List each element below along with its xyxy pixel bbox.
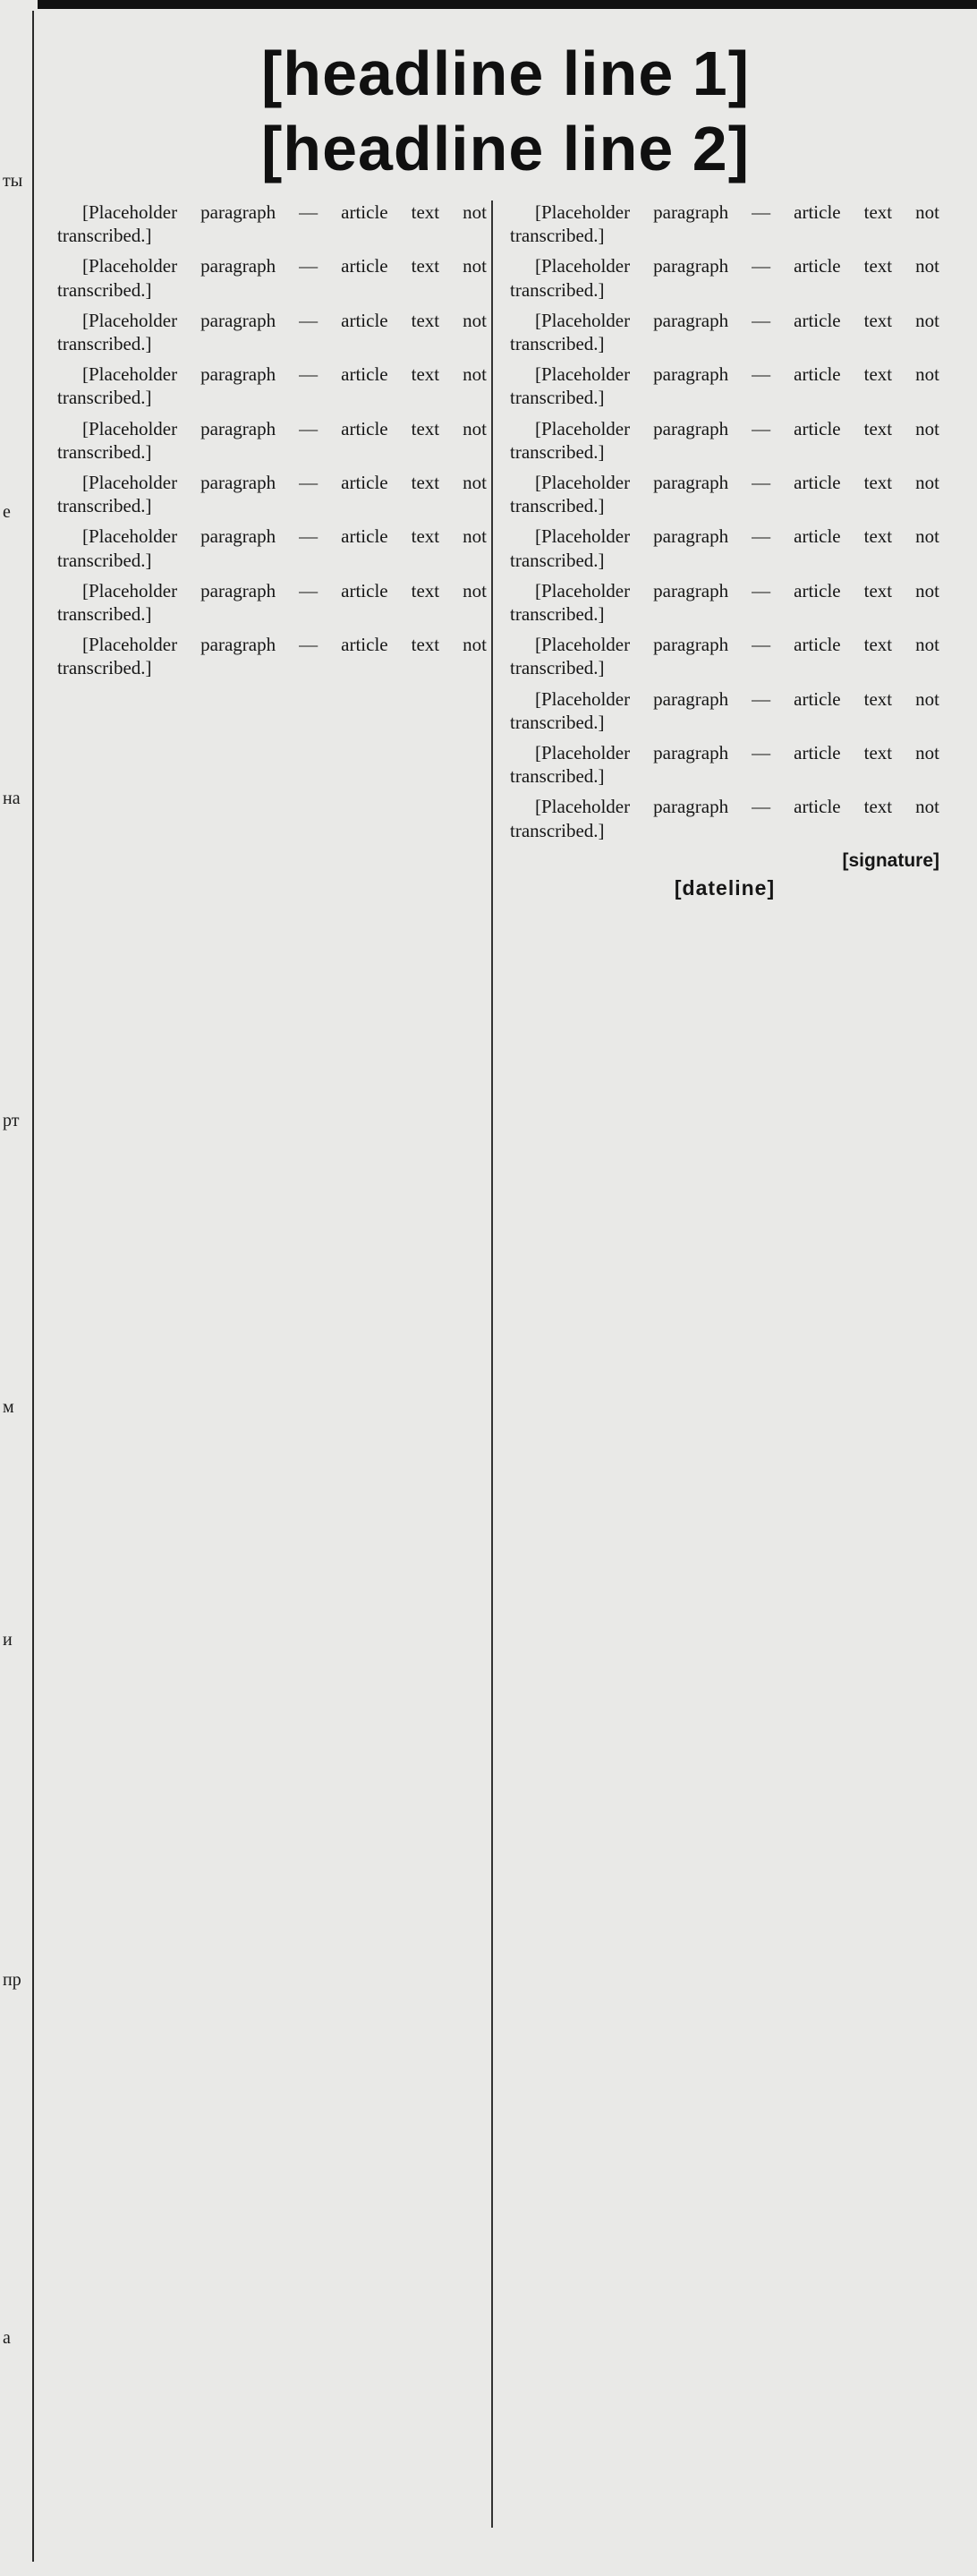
dateline-front: [dateline] <box>674 876 776 900</box>
headline-line-2: [headline line 2] <box>261 114 750 183</box>
article-paragraph: [Placeholder paragraph — article text not transcribed.] <box>57 472 487 517</box>
fragment-text: рт <box>3 1111 20 1130</box>
article-paragraph: [Placeholder paragraph — article text not transcribed.] <box>510 796 939 841</box>
article-paragraph: [Placeholder paragraph — article text not transcribed.] <box>57 525 487 571</box>
article-paragraph: [Placeholder paragraph — article text not transcribed.] <box>510 472 939 517</box>
author-signature: [signature] <box>842 849 939 871</box>
fragment-text: и <box>3 1630 13 1650</box>
article-paragraph: [Placeholder paragraph — article text not transcribed.] <box>510 742 939 788</box>
article-paragraph: [Placeholder paragraph — article text not transcribed.] <box>57 255 487 301</box>
article-paragraph: [Placeholder paragraph — article text not transcribed.] <box>510 201 939 247</box>
article-paragraph: [Placeholder paragraph — article text not transcribed.] <box>57 417 487 463</box>
article-paragraph: [Placeholder paragraph — article text not transcribed.] <box>510 579 939 626</box>
headline-line-1: [headline line 1] <box>261 38 750 108</box>
fragment-text: на <box>3 789 21 808</box>
adjacent-column-fragment <box>0 0 25 2576</box>
article-paragraph: [Placeholder paragraph — article text not transcribed.] <box>510 363 939 409</box>
article-column-left <box>57 200 487 687</box>
column-divider <box>491 200 493 2528</box>
article-paragraph: [Placeholder paragraph — article text not transcribed.] <box>510 634 939 679</box>
article-paragraph: [Placeholder paragraph — article text not transcribed.] <box>57 201 487 247</box>
article-paragraph: [Placeholder paragraph — article text not transcribed.] <box>57 634 487 679</box>
article-paragraph: [Placeholder paragraph — article text not transcribed.] <box>510 687 939 733</box>
article-paragraph: [Placeholder paragraph — article text not transcribed.] <box>510 255 939 301</box>
fragment-text: ты <box>3 171 23 191</box>
article-column-right <box>510 200 939 900</box>
column-rule <box>32 11 34 2562</box>
fragment-text: м <box>3 1397 14 1417</box>
fragment-text: пр <box>3 1970 21 1990</box>
top-rule <box>38 0 977 9</box>
fragment-text: а <box>3 2328 11 2348</box>
article-paragraph: [Placeholder paragraph — article text not transcribed.] <box>57 363 487 409</box>
article-paragraph: [Placeholder paragraph — article text not transcribed.] <box>57 579 487 626</box>
fragment-text: е <box>3 502 11 522</box>
article-headline <box>54 36 957 186</box>
article-paragraph: [Placeholder paragraph — article text not transcribed.] <box>510 525 939 571</box>
article-paragraph: [Placeholder paragraph — article text not transcribed.] <box>510 309 939 355</box>
article-paragraph: [Placeholder paragraph — article text not transcribed.] <box>57 309 487 355</box>
article-paragraph: [Placeholder paragraph — article text not transcribed.] <box>510 417 939 463</box>
